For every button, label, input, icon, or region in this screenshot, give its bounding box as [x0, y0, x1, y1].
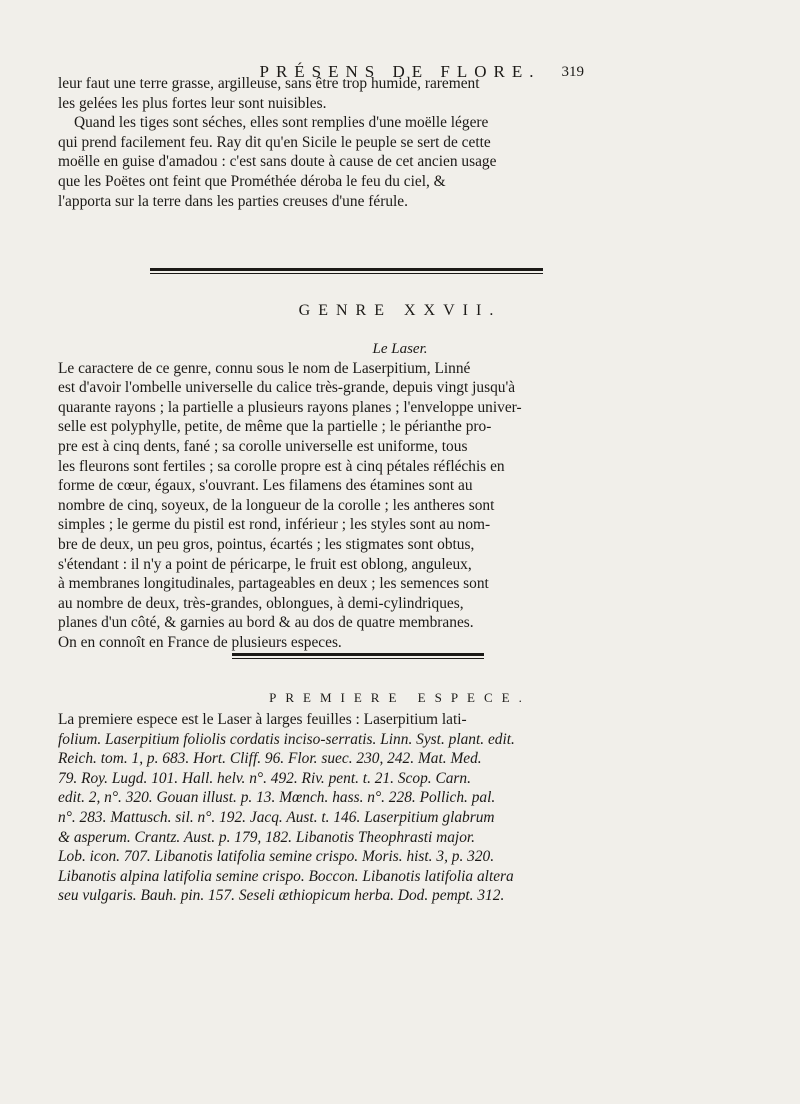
text-line: simples ; le germe du pistil est rond, inférieur ; les styles sont au nom- [58, 516, 491, 534]
genre-title: GENRE XXVII. [298, 302, 502, 319]
text-line: edit. 2, n°. 320. Gouan illust. p. 13. Mœnch. hass. n°. 228. Pollich. pal. [58, 789, 496, 807]
text-line: Quand les tiges sont séches, elles sont remplies d'une moëlle légere [74, 114, 489, 132]
text-line: au nombre de deux, très-grandes, oblongues, à demi-cylindriques, [58, 594, 464, 612]
text-line: planes d'un côté, & garnies au bord & au dos de quatre membranes. [58, 614, 474, 632]
text-line: & asperum. Crantz. Aust. p. 179, 182. Libanotis Theophrasti major. [58, 828, 476, 846]
text-line: Reich. tom. 1, p. 683. Hort. Cliff. 96. Flor. suec. 230, 242. Mat. Med. [58, 750, 482, 768]
text-line: l'apporta sur la terre dans les parties creuses d'une férule. [58, 192, 408, 210]
running-title: PRÉSENS DE FLORE. [259, 62, 541, 81]
text-line: Lob. icon. 707. Libanotis latifolia semine crispo. Moris. hist. 3, p. 320. [58, 848, 495, 866]
text-line: que les Poëtes ont feint que Prométhée déroba le feu du ciel, & [58, 172, 446, 190]
text-line: selle est polyphylle, petite, de même que la partielle ; le périanthe pro- [58, 418, 492, 436]
species-divider-thin [232, 658, 484, 659]
text-line: Libanotis alpina latifolia semine crispo. Boccon. Libanotis latifolia altera [58, 867, 514, 885]
text-line: pre est à cinq dents, fané ; sa corolle universelle est uniforme, tous [58, 437, 468, 455]
text-line: La premiere espece est le Laser à larges feuilles : Laserpitium lati- [58, 711, 467, 728]
genre-description [58, 339, 586, 653]
text-line: seu vulgaris. Bauh. pin. 157. Seseli æthiopicum herba. Dod. pempt. 312. [58, 887, 505, 905]
text-line: bre de deux, un peu gros, pointus, écartés ; les stigmates sont obtus, [58, 535, 475, 553]
text-line: On en connoît en France de plusieurs especes. [58, 633, 342, 651]
text-line: qui prend facilement feu. Ray dit qu'en Sicile le peuple se sert de cette [58, 133, 491, 151]
genre-name: Le Laser. [372, 341, 428, 357]
text-line: s'étendant : il n'y a point de péricarpe, le fruit est oblong, anguleux, [58, 555, 472, 573]
species-description [58, 710, 586, 906]
text-line: à membranes longitudinales, partageables en deux ; les semences sont [58, 575, 489, 593]
page-number: 319 [561, 64, 584, 80]
text-line: n°. 283. Mattusch. sil. n°. 192. Jacq. Aust. t. 146. Laserpitium glabrum [58, 808, 495, 826]
text-line: nombre de cinq, soyeux, de la longueur de la corolle ; les antheres sont [58, 496, 495, 514]
text-line: quarante rayons ; la partielle a plusieurs rayons planes ; l'enveloppe univer- [58, 398, 522, 416]
text-line: 79. Roy. Lugd. 101. Hall. helv. n°. 492. Riv. pent. t. 21. Scop. Carn. [58, 769, 471, 787]
text-line: les fleurons sont fertiles ; sa corolle propre est à cinq pétales réfléchis en [58, 457, 505, 475]
text-line: forme de cœur, égaux, s'ouvrant. Les filamens des étamines sont au [58, 477, 473, 495]
text-line: leur faut une terre grasse, argilleuse, sans être trop humide, rarement [58, 75, 480, 92]
species-divider [232, 653, 484, 656]
section-divider [150, 268, 543, 271]
text-line: folium. Laserpitium foliolis cordatis inciso-serratis. Linn. Syst. plant. edit. [58, 730, 515, 748]
text-line: est d'avoir l'ombelle universelle du calice très-grande, depuis vingt jusqu'à [58, 379, 516, 397]
text-line: Le caractere de ce genre, connu sous le nom de Laserpitium, Linné [58, 359, 471, 377]
continued-paragraph [58, 74, 586, 211]
species-title: PREMIERE ESPECE. [269, 690, 531, 705]
section-divider-thin [150, 273, 543, 274]
text-line: les gelées les plus fortes leur sont nuisibles. [58, 94, 327, 112]
text-line: moëlle en guise d'amadou : c'est sans doute à cause de cet ancien usage [58, 153, 497, 171]
